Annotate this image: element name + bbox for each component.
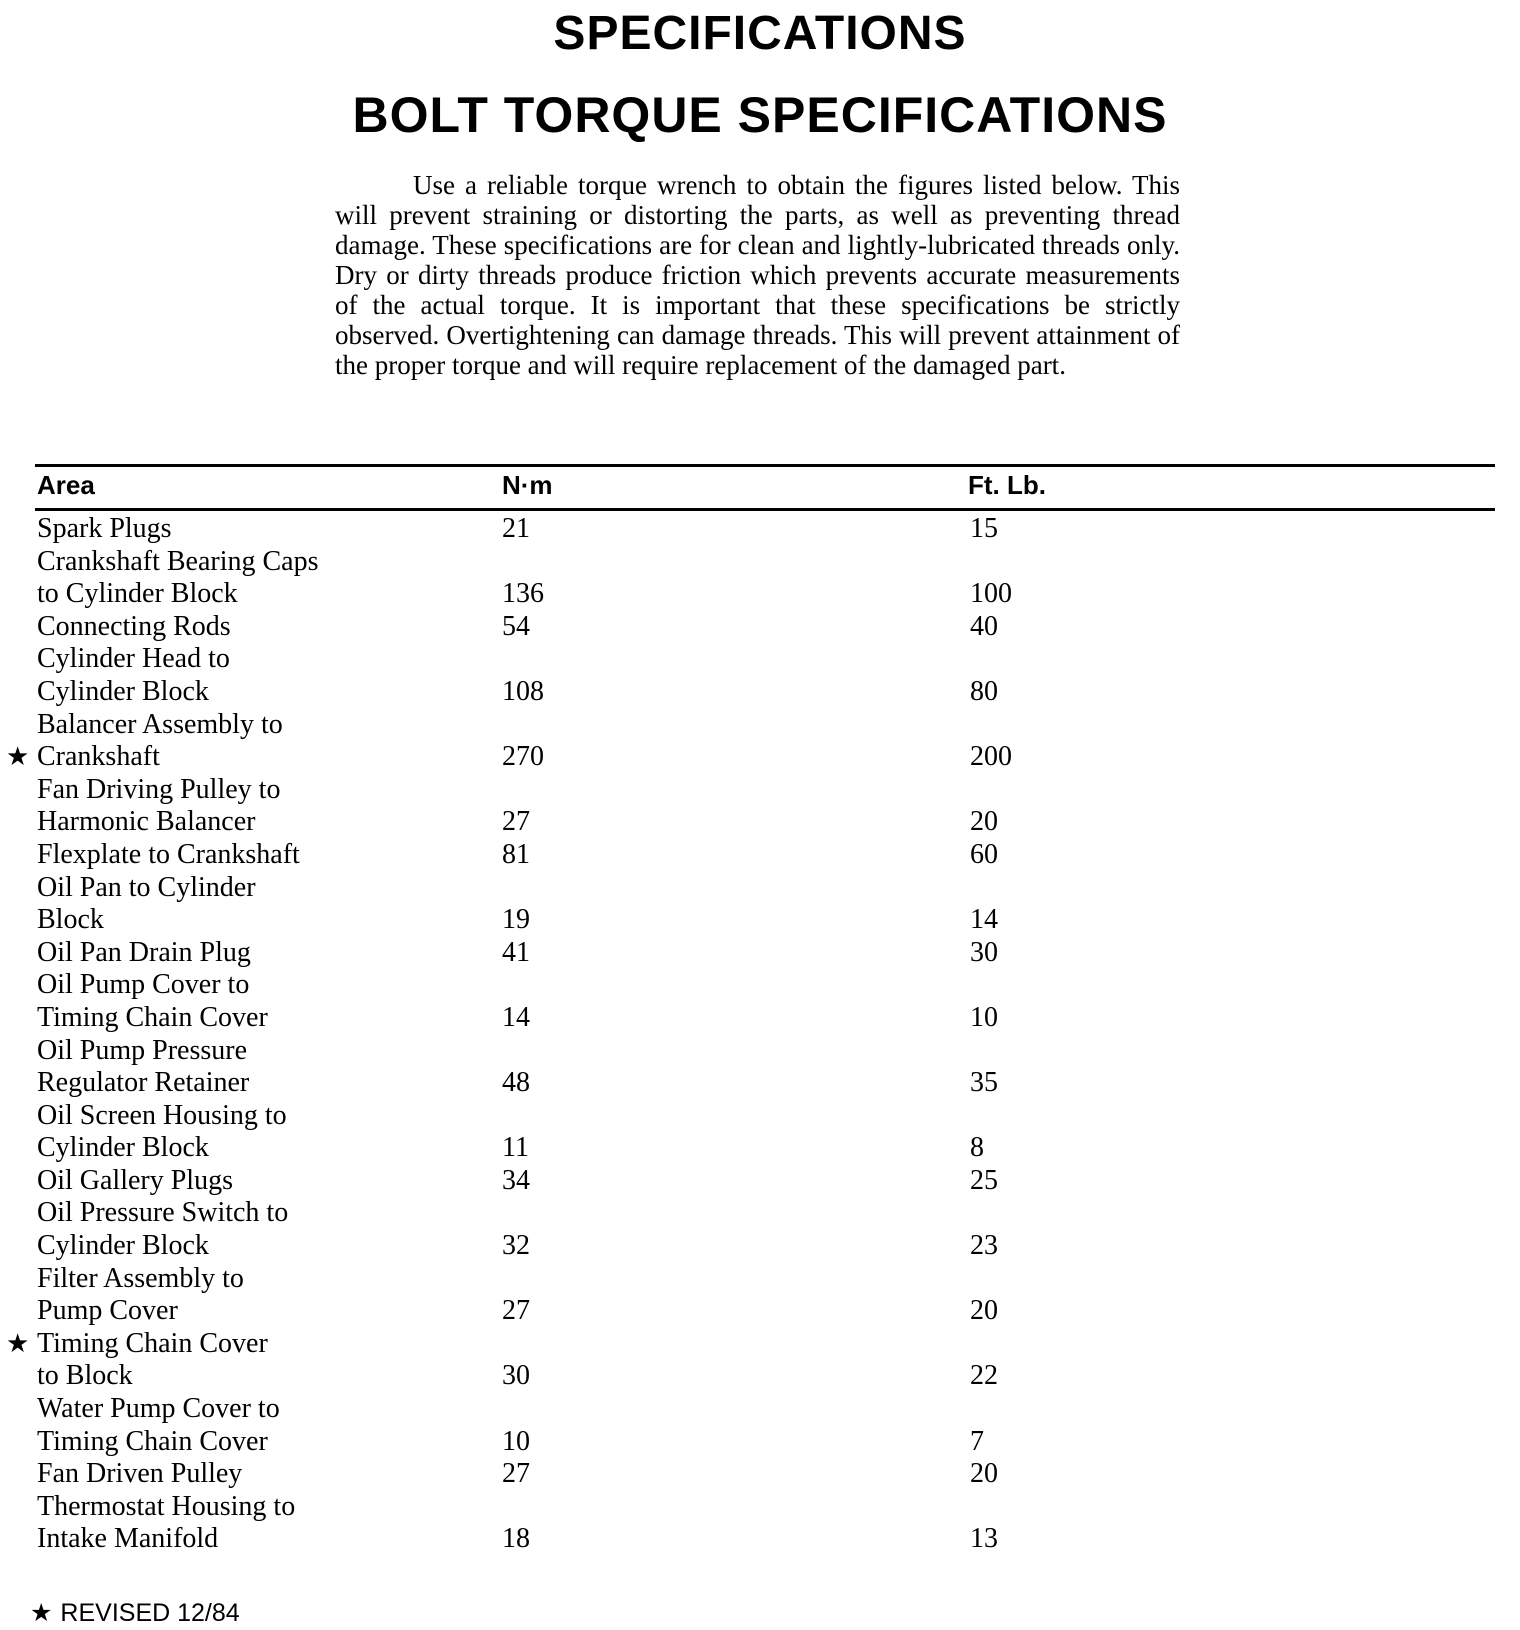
area-cell: Oil Pump Cover to [37, 969, 250, 1001]
area-cell: Oil Pan Drain Plug [37, 936, 251, 968]
ftlb-cell: 35 [970, 1067, 998, 1099]
table-row [0, 1067, 1520, 1100]
table-row [0, 546, 1520, 579]
area-cell: Timing Chain Cover [37, 1425, 268, 1457]
nm-cell: 48 [502, 1067, 530, 1099]
area-cell: Cylinder Block [37, 675, 209, 707]
area-cell: Timing Chain Cover [37, 1327, 268, 1359]
table-row [0, 1523, 1520, 1556]
ftlb-cell: 20 [970, 1458, 998, 1490]
nm-cell: 32 [502, 1230, 530, 1262]
page-title: SPECIFICATIONS [553, 7, 967, 60]
nm-cell: 41 [502, 936, 530, 968]
ftlb-cell: 60 [970, 838, 998, 870]
table-row [0, 1491, 1520, 1524]
table-row [0, 611, 1520, 644]
nm-cell: 19 [502, 904, 530, 936]
ftlb-cell: 23 [970, 1230, 998, 1262]
ftlb-cell: 25 [970, 1164, 998, 1196]
area-cell: Cylinder Block [37, 1132, 209, 1164]
table-row [0, 904, 1520, 937]
table-row [0, 513, 1520, 546]
area-cell: Oil Pressure Switch to [37, 1197, 289, 1229]
table-row [0, 676, 1520, 709]
ftlb-cell: 22 [970, 1360, 998, 1392]
table-row [0, 969, 1520, 1002]
table-row [0, 643, 1520, 676]
table-row [0, 1263, 1520, 1296]
area-cell: Fan Driven Pulley [37, 1458, 243, 1490]
area-cell: Timing Chain Cover [37, 1001, 268, 1033]
ftlb-cell: 200 [970, 741, 1012, 773]
torque-table [0, 513, 1520, 1556]
ftlb-cell: 20 [970, 1295, 998, 1327]
table-row [0, 1035, 1520, 1068]
nm-cell: 21 [502, 513, 530, 544]
table-row [0, 937, 1520, 970]
area-cell: to Block [37, 1360, 133, 1392]
column-header-area: Area [37, 470, 95, 500]
area-cell: Crankshaft [37, 741, 160, 773]
nm-cell: 108 [502, 675, 544, 707]
ftlb-cell: 100 [970, 578, 1012, 610]
area-cell: Pump Cover [37, 1295, 178, 1327]
table-row [0, 741, 1520, 774]
nm-cell: 34 [502, 1164, 530, 1196]
nm-cell: 27 [502, 1458, 530, 1490]
table-row [0, 1458, 1520, 1491]
nm-cell: 27 [502, 1295, 530, 1327]
section-title: BOLT TORQUE SPECIFICATIONS [352, 87, 1168, 143]
revision-note [30, 1598, 240, 1628]
revision-star-icon: ★ [30, 1599, 53, 1627]
revision-text: REVISED 12/84 [60, 1599, 240, 1627]
table-row [0, 839, 1520, 872]
area-cell: Block [37, 904, 104, 936]
table-row [0, 806, 1520, 839]
table-row [0, 1295, 1520, 1328]
ftlb-cell: 14 [970, 904, 998, 936]
nm-cell: 14 [502, 1001, 530, 1033]
star-icon: ★ [6, 742, 30, 772]
table-row [0, 1132, 1520, 1165]
area-cell: to Cylinder Block [37, 578, 238, 610]
table-row [0, 1165, 1520, 1198]
table-row [0, 709, 1520, 742]
column-header-ftlb: Ft. Lb. [968, 470, 1046, 500]
table-row [0, 1360, 1520, 1393]
ftlb-cell: 20 [970, 806, 998, 838]
area-cell: Spark Plugs [37, 513, 172, 544]
nm-cell: 10 [502, 1425, 530, 1457]
table-row [0, 1197, 1520, 1230]
ftlb-cell: 10 [970, 1001, 998, 1033]
area-cell: Oil Gallery Plugs [37, 1164, 233, 1196]
ftlb-cell: 40 [970, 610, 998, 642]
table-row [0, 774, 1520, 807]
table-row [0, 578, 1520, 611]
area-cell: Flexplate to Crankshaft [37, 838, 300, 870]
area-cell: Thermostat Housing to [37, 1490, 296, 1522]
area-cell: Balancer Assembly to [37, 708, 283, 740]
nm-cell: 27 [502, 806, 530, 838]
nm-cell: 81 [502, 838, 530, 870]
area-cell: Oil Screen Housing to [37, 1099, 287, 1131]
ftlb-cell: 13 [970, 1523, 998, 1555]
table-row [0, 1100, 1520, 1133]
area-cell: Water Pump Cover to [37, 1393, 280, 1425]
area-cell: Oil Pump Pressure [37, 1034, 247, 1066]
area-cell: Intake Manifold [37, 1523, 219, 1555]
table-top-rule [35, 464, 1495, 467]
nm-cell: 18 [502, 1523, 530, 1555]
area-cell: Cylinder Head to [37, 643, 230, 675]
ftlb-cell: 30 [970, 936, 998, 968]
nm-cell: 11 [502, 1132, 529, 1164]
ftlb-cell: 15 [970, 513, 998, 544]
area-cell: Harmonic Balancer [37, 806, 256, 838]
nm-cell: 270 [502, 741, 544, 773]
table-row [0, 1328, 1520, 1361]
area-cell: Cylinder Block [37, 1230, 209, 1262]
nm-cell: 30 [502, 1360, 530, 1392]
nm-cell: 136 [502, 578, 544, 610]
table-row [0, 1230, 1520, 1263]
intro-paragraph: Use a reliable torque wrench to obtain the figures listed below. This will prevent straining or distorting the parts, as well as preventing thread damage. These specifications are for clean and lightly-lubricated threads only. Dry or dirty threads produce friction which prevents accurate measurements of the actual torque. It is important that these specifications be strictly observed. Overtightening can damage threads. This will prevent attainment of the proper torque and will require replacement of the damaged part. [335, 170, 1180, 380]
table-row [0, 1426, 1520, 1459]
table-row [0, 872, 1520, 905]
area-cell: Crankshaft Bearing Caps [37, 545, 319, 577]
column-header-nm: N·m [502, 470, 553, 500]
table-row [0, 1393, 1520, 1426]
table-row [0, 1002, 1520, 1035]
area-cell: Regulator Retainer [37, 1067, 250, 1099]
ftlb-cell: 7 [970, 1425, 984, 1457]
star-icon: ★ [6, 1328, 30, 1358]
area-cell: Connecting Rods [37, 610, 231, 642]
area-cell: Oil Pan to Cylinder [37, 871, 256, 903]
area-cell: Filter Assembly to [37, 1262, 244, 1294]
area-cell: Fan Driving Pulley to [37, 773, 281, 805]
nm-cell: 54 [502, 610, 530, 642]
header-bottom-rule [35, 508, 1495, 511]
ftlb-cell: 8 [970, 1132, 984, 1164]
ftlb-cell: 80 [970, 675, 998, 707]
